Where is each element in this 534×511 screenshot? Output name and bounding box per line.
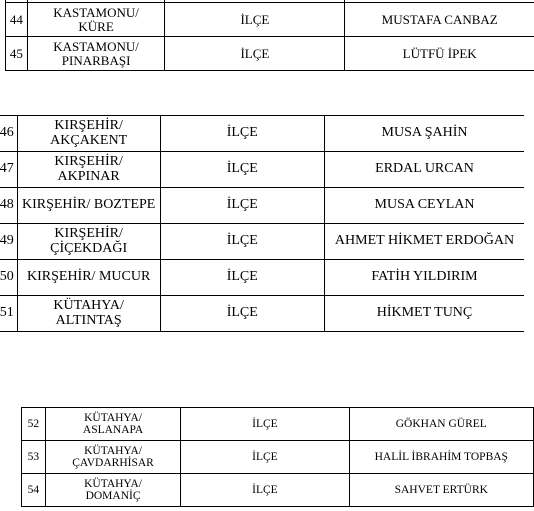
- person-name-cell: MUSA CEYLAN: [325, 188, 525, 224]
- unit-type-cell: İLÇE: [181, 441, 349, 474]
- unit-type-cell: İLÇE: [181, 474, 349, 507]
- row-number: 44: [6, 3, 28, 37]
- district-line: KÜRE: [78, 18, 114, 34]
- row-number: 52: [22, 408, 46, 441]
- row-number: 49: [0, 224, 17, 260]
- table-row: [0, 224, 524, 260]
- district-line: AKPINAR: [57, 168, 120, 184]
- table-row: [0, 116, 524, 152]
- row-number: 54: [22, 474, 46, 507]
- district-cell: [45, 441, 180, 474]
- district-line: KASTAMONU/: [53, 4, 139, 20]
- district-line: KÜTAHYA/: [84, 411, 142, 424]
- unit-type-cell: İLÇE: [160, 152, 324, 188]
- district-cell: [17, 152, 160, 188]
- row-number: 50: [0, 260, 17, 296]
- person-name-cell: HALİL İBRAHİM TOPBAŞ: [349, 441, 533, 474]
- table-row: [0, 296, 524, 332]
- district-line: KÜTAHYA/: [53, 297, 124, 313]
- district-line: ÇAVDARHİSAR: [72, 457, 154, 469]
- row-number: 45: [6, 37, 28, 71]
- table-row: [0, 260, 524, 296]
- district-cell: [27, 3, 165, 37]
- district-line: AKÇAKENT: [50, 132, 128, 148]
- table-row: [0, 188, 524, 224]
- unit-type-cell: İLÇE: [160, 296, 324, 332]
- person-name-cell: SAHVET ERTÜRK: [349, 474, 533, 507]
- row-number: 53: [22, 441, 46, 474]
- table-row: [0, 152, 524, 188]
- table-block-3: [21, 407, 534, 507]
- district-cell: [45, 408, 180, 441]
- row-number: 46: [0, 116, 17, 152]
- district-cell: [17, 260, 160, 296]
- district-line: KÜTAHYA/: [84, 477, 142, 490]
- person-name-cell: FATİH YILDIRIM: [325, 260, 525, 296]
- row-number: 51: [0, 296, 17, 332]
- table-row: [6, 37, 534, 71]
- person-name-cell: LÜTFÜ İPEK: [345, 37, 534, 71]
- person-name-cell: ERDAL URCAN: [325, 152, 525, 188]
- unit-type-cell: İLÇE: [160, 224, 324, 260]
- district-line: KIRŞEHİR/: [54, 153, 123, 169]
- district-line: ALTINTAŞ: [55, 312, 122, 328]
- table-row: [6, 3, 534, 37]
- district-line: DOMANİÇ: [85, 490, 141, 502]
- district-cell: [17, 224, 160, 260]
- table-row: [22, 441, 534, 474]
- unit-type-cell: İLÇE: [181, 408, 349, 441]
- district-cell: [17, 296, 160, 332]
- table-row: [22, 408, 534, 441]
- district-line: ÇİÇEKDAĞI: [50, 240, 128, 256]
- person-name-cell: AHMET HİKMET ERDOĞAN: [325, 224, 525, 260]
- district-cell: [27, 37, 165, 71]
- person-name-cell: MUSTAFA CANBAZ: [345, 3, 534, 37]
- table-block-2: [0, 115, 524, 332]
- district-line: KIRŞEHİR/ MUCUR: [27, 269, 151, 285]
- district-cell: [17, 116, 160, 152]
- table-row: [22, 474, 534, 507]
- unit-type-cell: İLÇE: [165, 3, 345, 37]
- district-line: KÜTAHYA/: [84, 444, 142, 457]
- person-name-cell: GÖKHAN GÜREL: [349, 408, 533, 441]
- district-line: ASLANAPA: [82, 424, 144, 436]
- row-number: 48: [0, 188, 17, 224]
- district-line: KIRŞEHİR/ BOZTEPE: [21, 197, 156, 213]
- district-line: KIRŞEHİR/: [54, 117, 123, 133]
- unit-type-cell: İLÇE: [165, 37, 345, 71]
- district-line: KASTAMONU/: [53, 38, 139, 54]
- district-cell: [45, 474, 180, 507]
- table-block-1: [5, 0, 534, 71]
- person-name-cell: HİKMET TUNÇ: [325, 296, 525, 332]
- unit-type-cell: İLÇE: [160, 260, 324, 296]
- district-line: PINARBAŞI: [61, 52, 131, 68]
- unit-type-cell: İLÇE: [160, 188, 324, 224]
- district-cell: [17, 188, 160, 224]
- row-number: 47: [0, 152, 17, 188]
- person-name-cell: MUSA ŞAHİN: [325, 116, 525, 152]
- unit-type-cell: İLÇE: [160, 116, 324, 152]
- district-line: KIRŞEHİR/: [54, 225, 123, 241]
